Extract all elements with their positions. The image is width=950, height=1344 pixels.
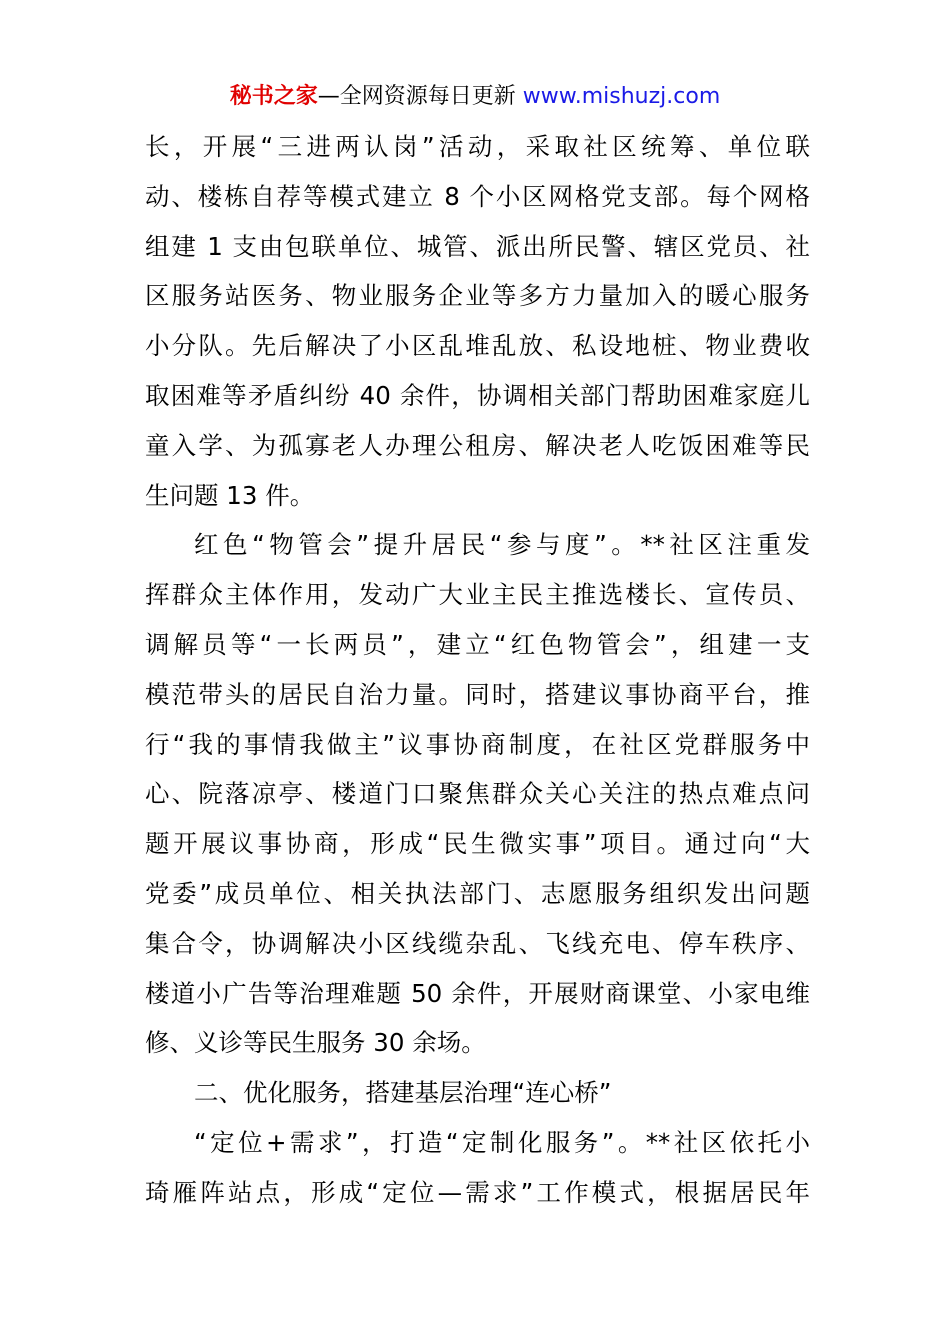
text-line: 童入学、为孤寡老人办理公租房、解决老人吃饭困难等民 <box>145 430 810 460</box>
text-line: 小分队。先后解决了小区乱堆乱放、私设地桩、物业费收 <box>145 331 810 361</box>
text-line: 长，开展“三进两认岗”活动，采取社区统筹、单位联 <box>145 132 810 161</box>
text-line: 楼道小广告等治理难题 50 余件，开展财商课堂、小家电维 <box>145 978 810 1008</box>
text-line: 修、义诊等民生服务 30 余场。 <box>145 1028 486 1058</box>
section-heading: 二、优化服务，搭建基层治理“连心桥” <box>194 1078 612 1108</box>
text-line: 动、楼栋自荐等模式建立 8 个小区网格党支部。每个网格 <box>145 181 810 211</box>
site-brand: 秘书之家 <box>229 84 318 109</box>
text-line: 生问题 13 件。 <box>145 480 315 510</box>
paragraph-start-line: “定位+需求”，打造“定制化服务”。**社区依托小 <box>194 1127 810 1157</box>
text-line: 挥群众主体作用，发动广大业主民主推选楼长、宣传员、 <box>145 580 810 610</box>
site-tagline: —全网资源每日更新 <box>317 84 523 109</box>
text-line: 区服务站医务、物业服务企业等多方力量加入的暖心服务 <box>145 281 810 311</box>
text-line: 题开展议事协商，形成“民生微实事”项目。通过向“大 <box>145 829 810 859</box>
text-line: 行“我的事情我做主”议事协商制度，在社区党群服务中 <box>145 729 810 759</box>
site-url-link[interactable]: www.mishuzj.com <box>522 84 721 109</box>
text-line: 心、院落凉亭、楼道门口聚焦群众关心关注的热点难点问 <box>145 779 810 809</box>
text-line: 模范带头的居民自治力量。同时，搭建议事协商平台，推 <box>145 679 810 709</box>
text-line: 调解员等“一长两员”，建立“红色物管会”，组建一支 <box>145 629 810 659</box>
text-line: 集合令，协调解决小区线缆杂乱、飞线充电、停车秩序、 <box>145 928 810 958</box>
text-line: 取困难等矛盾纠纷 40 余件，协调相关部门帮助困难家庭儿 <box>145 380 810 410</box>
text-line: 党委”成员单位、相关执法部门、志愿服务组织发出问题 <box>145 878 810 908</box>
document-body <box>145 122 810 1218</box>
site-header <box>0 82 950 112</box>
paragraph-start-line: 红色“物管会”提升居民“参与度”。**社区注重发 <box>194 530 810 560</box>
text-line: 琦雁阵站点，形成“定位—需求”工作模式，根据居民年 <box>145 1177 810 1207</box>
text-line: 组建 1 支由包联单位、城管、派出所民警、辖区党员、社 <box>145 231 810 261</box>
